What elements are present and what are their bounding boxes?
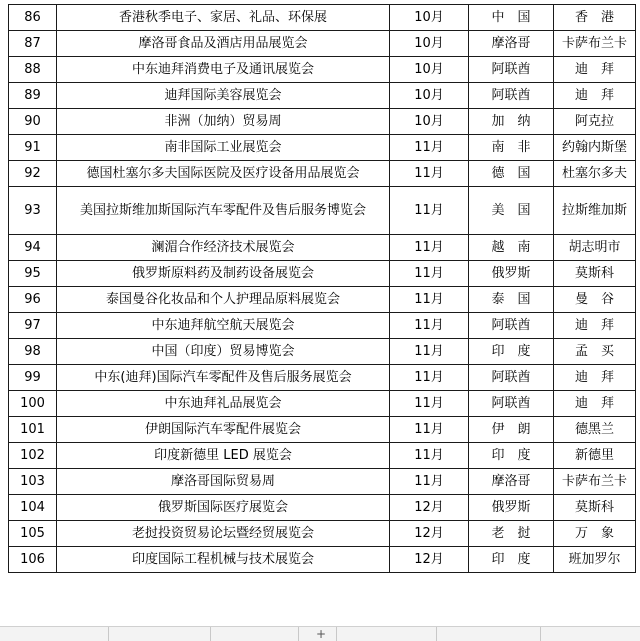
exhibition-name-cell[interactable]: 香港秋季电子、家居、礼品、环保展 [57,5,390,31]
row-number-cell[interactable]: 93 [9,187,57,235]
country-cell[interactable]: 阿联酋 [469,313,554,339]
country-cell[interactable]: 泰 国 [469,287,554,313]
exhibition-name-cell[interactable]: 俄罗斯原料药及制药设备展览会 [57,261,390,287]
row-number-cell[interactable]: 96 [9,287,57,313]
row-number-cell[interactable]: 101 [9,417,57,443]
month-cell[interactable]: 11月 [390,339,469,365]
table-row [9,469,636,495]
month-cell[interactable]: 10月 [390,57,469,83]
country-cell[interactable]: 美 国 [469,187,554,235]
exhibition-name-cell[interactable]: 中东迪拜消费电子及通讯展览会 [57,57,390,83]
country-cell[interactable]: 摩洛哥 [469,31,554,57]
row-number-cell[interactable]: 102 [9,443,57,469]
table-row [9,161,636,187]
country-cell[interactable]: 中 国 [469,5,554,31]
country-cell[interactable]: 越 南 [469,235,554,261]
city-cell[interactable]: 杜塞尔多夫 [554,161,636,187]
row-number-cell[interactable]: 90 [9,109,57,135]
exhibition-name-cell[interactable]: 伊朗国际汽车零配件展览会 [57,417,390,443]
country-cell[interactable]: 摩洛哥 [469,469,554,495]
row-number-cell[interactable]: 105 [9,521,57,547]
city-cell[interactable]: 曼 谷 [554,287,636,313]
table-row [9,521,636,547]
city-cell[interactable]: 新德里 [554,443,636,469]
exhibition-name-cell[interactable]: 非洲（加纳）贸易周 [57,109,390,135]
table-row [9,365,636,391]
city-cell[interactable]: 阿克拉 [554,109,636,135]
table-row [9,443,636,469]
table-row [9,83,636,109]
table-body [9,5,636,573]
city-cell[interactable]: 迪 拜 [554,313,636,339]
exhibition-name-cell[interactable]: 俄罗斯国际医疗展览会 [57,495,390,521]
country-cell[interactable]: 俄罗斯 [469,495,554,521]
add-sheet-button[interactable]: + [315,627,327,641]
month-cell[interactable]: 12月 [390,521,469,547]
city-cell[interactable]: 班加罗尔 [554,547,636,573]
row-number-cell[interactable]: 86 [9,5,57,31]
table-row [9,135,636,161]
month-cell[interactable]: 11月 [390,261,469,287]
city-cell[interactable]: 孟 买 [554,339,636,365]
row-number-cell[interactable]: 94 [9,235,57,261]
city-cell[interactable]: 迪 拜 [554,365,636,391]
month-cell[interactable]: 11月 [390,313,469,339]
city-cell[interactable]: 莫斯科 [554,495,636,521]
table-row [9,261,636,287]
country-cell[interactable]: 伊 朗 [469,417,554,443]
table-row [9,313,636,339]
exhibition-name-cell[interactable]: 印度新德里 LED 展览会 [57,443,390,469]
table-row [9,31,636,57]
month-cell[interactable]: 10月 [390,5,469,31]
month-cell[interactable]: 11月 [390,391,469,417]
city-cell[interactable]: 莫斯科 [554,261,636,287]
tab-divider [540,627,541,641]
city-cell[interactable]: 香 港 [554,5,636,31]
exhibition-name-cell[interactable]: 中国（印度）贸易博览会 [57,339,390,365]
exhibition-name-cell[interactable]: 南非国际工业展览会 [57,135,390,161]
row-number-cell[interactable]: 89 [9,83,57,109]
exhibition-table [8,4,636,573]
exhibition-name-cell[interactable]: 澜湄合作经济技术展览会 [57,235,390,261]
row-number-cell[interactable]: 88 [9,57,57,83]
country-cell[interactable]: 老 挝 [469,521,554,547]
exhibition-name-cell[interactable]: 泰国曼谷化妆品和个人护理品原料展览会 [57,287,390,313]
table-row [9,57,636,83]
country-cell[interactable]: 印 度 [469,339,554,365]
table-row [9,5,636,31]
month-cell[interactable]: 11月 [390,161,469,187]
row-number-cell[interactable]: 91 [9,135,57,161]
country-cell[interactable]: 阿联酋 [469,83,554,109]
city-cell[interactable]: 迪 拜 [554,391,636,417]
row-number-cell[interactable]: 106 [9,547,57,573]
month-cell[interactable]: 11月 [390,135,469,161]
country-cell[interactable]: 加 纳 [469,109,554,135]
table-row [9,547,636,573]
tab-divider [108,627,109,641]
month-cell[interactable]: 12月 [390,495,469,521]
exhibition-name-cell[interactable]: 摩洛哥国际贸易周 [57,469,390,495]
tab-divider [336,627,337,641]
table-row [9,109,636,135]
table-row [9,287,636,313]
city-cell[interactable]: 卡萨布兰卡 [554,469,636,495]
month-cell[interactable]: 11月 [390,235,469,261]
month-cell[interactable]: 11月 [390,365,469,391]
row-number-cell[interactable]: 87 [9,31,57,57]
month-cell[interactable]: 11月 [390,417,469,443]
exhibition-name-cell[interactable]: 迪拜国际美容展览会 [57,83,390,109]
row-number-cell[interactable]: 98 [9,339,57,365]
country-cell[interactable]: 阿联酋 [469,391,554,417]
city-cell[interactable]: 胡志明市 [554,235,636,261]
row-number-cell[interactable]: 100 [9,391,57,417]
tab-divider [436,627,437,641]
exhibition-name-cell[interactable]: 德国杜塞尔多夫国际医院及医疗设备用品展览会 [57,161,390,187]
month-cell[interactable]: 12月 [390,547,469,573]
city-cell[interactable]: 万 象 [554,521,636,547]
table-row [9,235,636,261]
country-cell[interactable]: 阿联酋 [469,365,554,391]
table-row [9,391,636,417]
exhibition-name-cell[interactable]: 摩洛哥食品及酒店用品展览会 [57,31,390,57]
country-cell[interactable]: 德 国 [469,161,554,187]
row-number-cell[interactable]: 104 [9,495,57,521]
table-row [9,187,636,235]
country-cell[interactable]: 阿联酋 [469,57,554,83]
month-cell[interactable]: 11月 [390,287,469,313]
city-cell[interactable]: 约翰内斯堡 [554,135,636,161]
row-number-cell[interactable]: 97 [9,313,57,339]
exhibition-name-cell[interactable]: 中东迪拜礼品展览会 [57,391,390,417]
sheet-tab-bar [0,626,640,641]
row-number-cell[interactable]: 92 [9,161,57,187]
city-cell[interactable]: 德黑兰 [554,417,636,443]
country-cell[interactable]: 印 度 [469,547,554,573]
row-number-cell[interactable]: 99 [9,365,57,391]
month-cell[interactable]: 11月 [390,443,469,469]
city-cell[interactable]: 拉斯维加斯 [554,187,636,235]
table-row [9,339,636,365]
month-cell[interactable]: 11月 [390,469,469,495]
month-cell[interactable]: 10月 [390,31,469,57]
exhibition-name-cell[interactable]: 美国拉斯维加斯国际汽车零配件及售后服务博览会 [57,187,390,235]
table-row [9,495,636,521]
city-cell[interactable]: 迪 拜 [554,83,636,109]
exhibition-name-cell[interactable]: 中东(迪拜)国际汽车零配件及售后服务展览会 [57,365,390,391]
country-cell[interactable]: 俄罗斯 [469,261,554,287]
city-cell[interactable]: 迪 拜 [554,57,636,83]
exhibition-name-cell[interactable]: 印度国际工程机械与技术展览会 [57,547,390,573]
month-cell[interactable]: 10月 [390,109,469,135]
exhibition-name-cell[interactable]: 老挝投资贸易论坛暨经贸展览会 [57,521,390,547]
row-number-cell[interactable]: 103 [9,469,57,495]
month-cell[interactable]: 11月 [390,187,469,235]
city-cell[interactable]: 卡萨布兰卡 [554,31,636,57]
row-number-cell[interactable]: 95 [9,261,57,287]
month-cell[interactable]: 10月 [390,83,469,109]
table-row [9,417,636,443]
country-cell[interactable]: 印 度 [469,443,554,469]
country-cell[interactable]: 南 非 [469,135,554,161]
tab-divider [298,627,299,641]
tab-divider [210,627,211,641]
exhibition-name-cell[interactable]: 中东迪拜航空航天展览会 [57,313,390,339]
